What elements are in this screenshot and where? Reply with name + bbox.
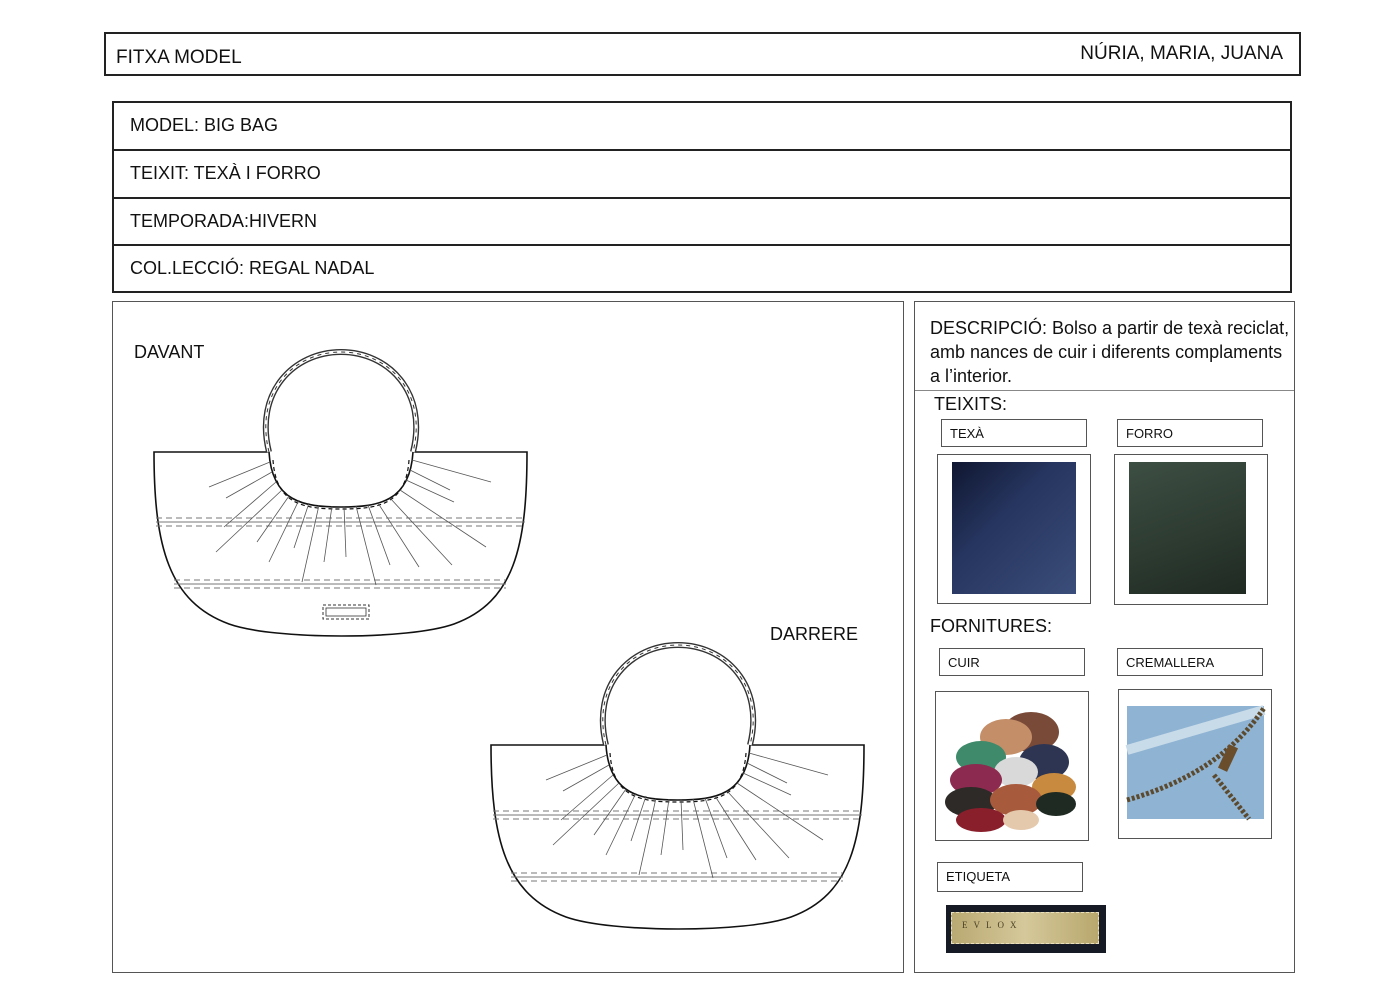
sheet-header (104, 32, 1301, 76)
collection-value: COL.LECCIÓ: REGAL NADAL (130, 258, 375, 278)
bag-sketches (113, 302, 903, 972)
denim-swatch-image (952, 462, 1076, 594)
bag-back-sketch (491, 645, 864, 929)
fabric-tag-label: FORRO (1126, 426, 1173, 441)
info-row-model (114, 103, 1290, 151)
supply-tag-label-patch (937, 862, 1083, 892)
lining-swatch-frame (1114, 454, 1268, 605)
brand-label-patch (951, 912, 1099, 944)
lining-swatch-image (1129, 462, 1246, 594)
leather-cord-frame (935, 691, 1089, 841)
supply-tag-label: ETIQUETA (946, 869, 1011, 884)
fabric-tag-label: TEXÀ (950, 426, 984, 441)
fabric-tag-denim (941, 419, 1087, 447)
brand-label-image (946, 905, 1106, 953)
back-view-label: DARRERE (770, 624, 859, 644)
leather-cord-image (936, 692, 1086, 838)
model-value: MODEL: BIG BAG (130, 115, 279, 135)
specs-panel (914, 301, 1295, 973)
supplies-heading: FORNITURES: (930, 616, 1053, 636)
info-row-fabric (114, 151, 1290, 199)
front-view-label: DAVANT (134, 342, 205, 362)
supply-tag-zipper (1117, 648, 1263, 676)
brand-logo-text: EVLOX (962, 920, 1023, 930)
supply-tag-label: CUIR (948, 655, 980, 670)
description-text: DESCRIPCIÓ: Bolso a partir de texà reciclat, amb nances de cuir i diferents complaments a l’interior. (930, 318, 1290, 386)
model-info-table (112, 101, 1292, 293)
info-row-season (114, 199, 1290, 246)
season-value: TEMPORADA:HIVERN (130, 211, 318, 231)
bag-front-sketch (154, 352, 527, 636)
supply-tag-label: CREMALLERA (1126, 655, 1215, 670)
denim-swatch-frame (937, 454, 1091, 604)
info-row-collection (114, 246, 1290, 294)
fabric-value: TEIXIT: TEXÀ I FORRO (130, 163, 321, 183)
sheet-authors: NÚRIA, MARIA, JUANA (1080, 43, 1283, 64)
supply-tag-leather (939, 648, 1085, 676)
zipper-image (1119, 690, 1269, 836)
fabrics-heading: TEIXITS: (934, 394, 1008, 414)
description-divider (915, 390, 1294, 391)
technical-drawing-panel (112, 301, 904, 973)
sheet-title: FITXA MODEL (116, 47, 242, 68)
fabric-tag-lining (1117, 419, 1263, 447)
zipper-frame (1118, 689, 1272, 839)
